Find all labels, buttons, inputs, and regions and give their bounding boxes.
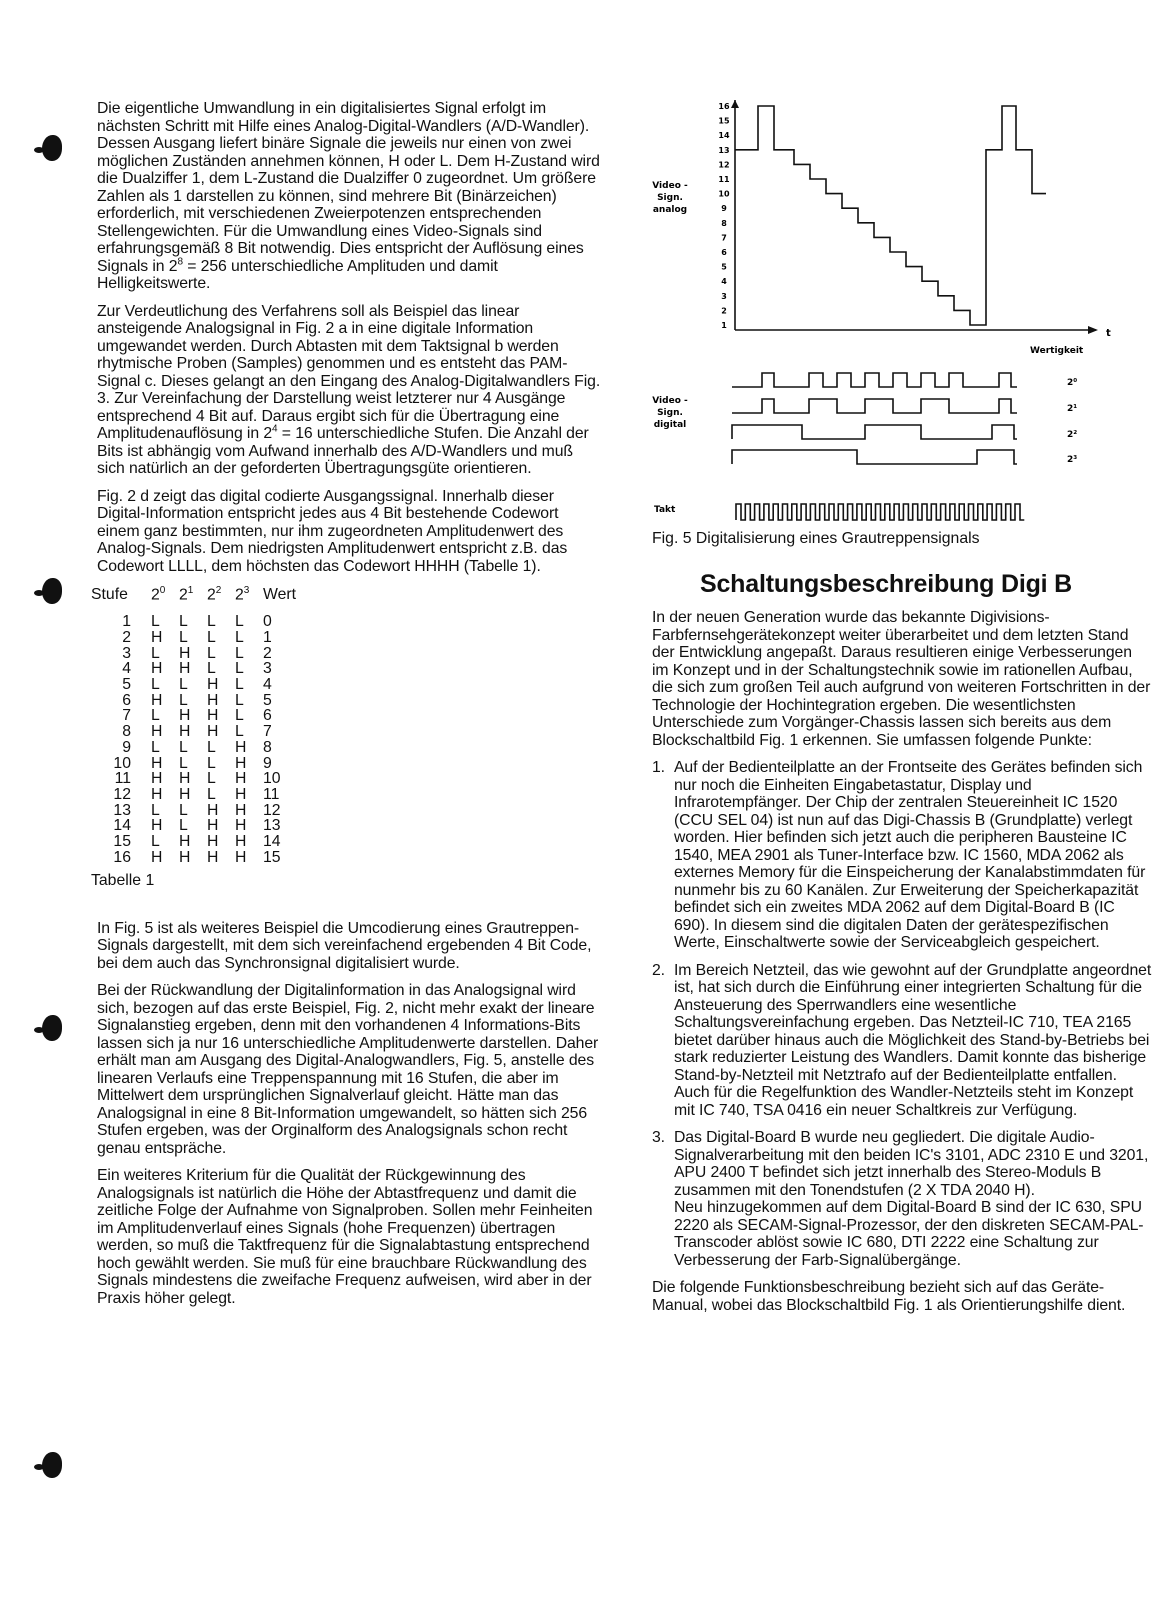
feature-list [652, 759, 1152, 1269]
cell-bit: L [151, 738, 160, 756]
cell-bit: L [151, 801, 160, 819]
y-tick-label: 16 [718, 102, 730, 111]
table-row [91, 708, 296, 724]
cell-bit: L [207, 770, 216, 788]
clock-waveform [736, 504, 1024, 520]
col-header-stufe: Stufe [91, 585, 128, 603]
y-tick-label: 8 [721, 218, 727, 228]
digital-signal-label [652, 396, 688, 430]
cell-stufe: 16 [113, 848, 131, 866]
cell-bit: L [207, 738, 216, 756]
cell-stufe: 9 [122, 738, 131, 756]
y-tick-label: 15 [718, 116, 730, 126]
bit-label: 2¹ [1067, 404, 1078, 414]
cell-stufe: 4 [122, 660, 131, 678]
cell-wert: 12 [263, 801, 281, 819]
table-row [91, 677, 296, 693]
cell-stufe: 11 [114, 770, 131, 788]
cell-stufe: 1 [122, 613, 131, 631]
cell-wert: 0 [263, 613, 272, 631]
cell-bit: H [151, 691, 163, 709]
cell-bit: L [207, 628, 216, 646]
cell-stufe: 7 [122, 707, 131, 725]
analog-signal-label [652, 181, 688, 215]
y-tick-label: 3 [721, 291, 727, 301]
digital-label-line: Video - [652, 396, 688, 406]
bit-label: 2⁰ [1067, 378, 1078, 388]
table-row [91, 630, 296, 646]
cell-bit: H [235, 833, 247, 851]
y-tick-label: 13 [718, 145, 730, 155]
cell-bit: H [207, 723, 219, 741]
cell-bit: L [179, 676, 188, 694]
left-column [91, 100, 604, 1317]
table-row [91, 834, 296, 850]
cell-bit: L [151, 613, 160, 631]
cell-bit: H [151, 817, 163, 835]
paragraph-sampling-frequency: Ein weiteres Kriterium für die Qualität der Rückgewinnung des Analogsignals ist natürlich die Höhe der Abtastfrequenz und damit die zeitliche Folge der Aufnahme von Signalproben. Sollen mehr Feinheiten im Amplitudenverlauf eines Signals (hohe Frequenzen) übertragen werden, so muß die Taktfrequenz für die Signalabtastung entsprechend hoch gewählt werden. Sie muß für eine brauchbare Rückwandlung des Signals mindestens die zweifache Frequenz aufweisen, wird aber in der Praxis höher gelegt. [97, 1167, 593, 1307]
y-tick-label: 7 [721, 233, 727, 243]
cell-bit: H [179, 786, 191, 803]
table-row [91, 724, 296, 740]
cell-bit: H [235, 754, 247, 772]
t-axis-label: t [1106, 328, 1111, 339]
cell-wert: 9 [263, 754, 272, 772]
cell-bit: L [179, 801, 188, 819]
cell-wert: 7 [263, 723, 272, 741]
cell-stufe: 6 [122, 691, 131, 709]
paragraph-fig5-intro: In Fig. 5 ist als weiteres Beispiel die Umcodierung eines Grautreppen-Signals dargestellt, mit dem sich vereinfachend ergebenden 4 Bit Code, bei dem auch das Synchronsignal digitalisiert wurde. [97, 919, 592, 972]
cell-stufe: 2 [122, 628, 131, 646]
cell-bit: L [179, 738, 188, 756]
cell-wert: 3 [263, 660, 272, 678]
paragraph-outro: Die folgende Funktionsbeschreibung bezieht sich auf das Geräte-Manual, wobei das Blockschaltbild Fig. 1 als Orientierungshilfe dient. [652, 1279, 1126, 1314]
y-tick-label: 9 [721, 204, 727, 214]
cell-bit: H [179, 644, 191, 662]
cell-bit: H [179, 770, 191, 788]
digital-label-line: Sign. [657, 408, 683, 418]
cell-bit: H [235, 770, 247, 788]
col-header-bit1: $2^1$ [179, 585, 194, 604]
cell-wert: 15 [263, 848, 281, 866]
cell-stufe: 8 [122, 723, 131, 741]
section-title: Schaltungsbeschreibung Digi B [700, 570, 1073, 598]
cell-bit: H [179, 848, 191, 866]
col-header-bit0: $2^0$ [151, 585, 166, 604]
col-header-wert: Wert [263, 585, 297, 603]
cell-bit: H [207, 691, 219, 709]
cell-bit: L [151, 676, 160, 694]
cell-wert: 4 [263, 676, 272, 694]
punch-hole-4 [42, 1452, 62, 1478]
cell-bit: H [207, 817, 219, 835]
cell-bit: L [235, 723, 244, 741]
code-table [91, 585, 296, 866]
table-row [91, 771, 296, 787]
analog-signal-line [735, 106, 1046, 325]
cell-bit: H [207, 848, 219, 866]
analog-label-line: Video - [652, 181, 688, 191]
clock-signal [654, 504, 1024, 520]
table-row [91, 740, 296, 756]
takt-label: Takt [654, 505, 676, 515]
paragraph-reconversion: Bei der Rückwandlung der Digitalinformation in das Analogsignal wird sich, bezogen auf das erste Beispiel, Fig. 2, nicht mehr exakt der lineare Signalanstieg ergeben, denn mit den vorhandenen 4 Informations-Bits lassen sich ja nur 16 unterschiedliche Amplitudenwerte darstellen. Daher erhält man am Ausgang des Digital-Analogwandlers, Fig. 5, anstelle des linearen Verlaufs eine Treppenspannung mit 16 Stufen, die aber im Mittelwert dem ursprünglichen Signalverlauf gleicht. Hätte man das Analogsignal in eine 8 Bit-Information umgewandelt, so hätten sich 256 Stufen ergeben, was der Orginalform des Analogsignals schon recht genau entspräche. [97, 982, 599, 1157]
cell-bit: L [207, 754, 216, 772]
cell-bit: H [151, 628, 163, 646]
cell-bit: H [235, 801, 247, 819]
cell-wert: 1 [263, 628, 272, 646]
cell-bit: L [151, 707, 160, 725]
cell-wert: 11 [263, 786, 280, 803]
cell-bit: L [235, 613, 244, 631]
cell-stufe: 5 [122, 676, 131, 694]
right-column [652, 100, 1152, 1324]
cell-wert: 6 [263, 707, 272, 725]
cell-bit: H [235, 817, 247, 835]
cell-bit: H [179, 660, 191, 678]
analog-staircase-signal [735, 106, 1046, 325]
cell-wert: 2 [263, 644, 272, 662]
y-tick-label: 5 [721, 262, 727, 272]
cell-bit: L [179, 613, 188, 631]
wertigkeit-label: Wertigkeit [1030, 346, 1084, 356]
y-tick-label: 4 [721, 277, 727, 287]
cell-wert: 14 [263, 833, 281, 851]
paragraph-example: Zur Verdeutlichung des Verfahrens soll als Beispiel das linear ansteigende Analogsignal in Fig. 2 a in eine digitale Information umgewandet werden. Durch Abtasten mit dem Taktsignal b werden rhytmische Proben (Samples) genommen und es entsteht das PAM-Signal c. Dieses gelangt an den Eingang des Analog-Digitalwandlers Fig. 3. Zur Vereinfachung der Darstellung weist letzterer nur 4 Ausgänge entsprechend 4 Bit auf. Daraus ergibt sich für die Übertragung eine Amplitudenauflösung in $2^4 = 16$ unterschiedliche Stufen. Die Anzahl der Bits ist abhängig vom Aufwand innerhalb des A/D-Wandlers und muß sich natürlich an der geforderten Übertragungsgüte orientieren. [97, 302, 601, 477]
cell-bit: L [207, 644, 216, 662]
cell-wert: 5 [263, 691, 272, 709]
figure-5-diagram [652, 100, 1142, 530]
y-tick-label: 11 [718, 175, 730, 184]
table-row [91, 646, 296, 662]
cell-stufe: 14 [113, 817, 131, 835]
cell-bit: L [179, 817, 188, 835]
table-row [91, 693, 296, 709]
digital-bit-waveforms [732, 373, 1077, 465]
col-header-bit2: $2^2$ [207, 585, 222, 604]
cell-stufe: 13 [113, 801, 131, 819]
cell-bit: L [235, 676, 244, 694]
cell-bit: L [207, 786, 216, 803]
cell-stufe: 3 [122, 644, 131, 662]
table-row [91, 756, 296, 772]
cell-bit: L [151, 644, 160, 662]
bit-waveform [732, 373, 1017, 387]
cell-bit: H [151, 786, 163, 803]
punch-hole-3 [42, 1015, 62, 1041]
cell-bit: H [207, 801, 219, 819]
paragraph-ad-conversion: Die eigentliche Umwandlung in ein digitalisiertes Signal erfolgt im nächsten Schritt mit Hilfe eines Analog-Digital-Wandlers (A/D-Wandler). Dessen Ausgang liefert binäre Signale die jeweils nur einen von zwei möglichen Zuständen annehmen können, H oder L. Dem H-Zustand wird die Dualziffer 1, dem L-Zustand die Dualziffer 0 zugeordnet. Um größere Zahlen als 1 darstellen zu können, sind mehrere Bit (Binärzeichen) erforderlich, mit verschiedenen Zweierpotenzen entsprechenden Stellengewichten. Für die Umwandlung eines Video-Signals sind erfahrungsgemäß 8 Bit notwendig. Dies entspricht der Auflösung eines Signals in $2^8 = 256$ unterschiedliche Amplituden und damit Helligkeitswerte. [97, 100, 600, 292]
table-row [91, 614, 296, 630]
cell-bit: H [151, 754, 163, 772]
cell-bit: L [179, 691, 188, 709]
bit-waveform [732, 399, 1017, 413]
cell-bit: L [235, 644, 244, 662]
list-item: 3. Das Digital-Board B wurde neu gegliedert. Die digitale Audio-Signalverarbeitung mit den beiden IC's 3101, ADC 2310 E und 3201, APU 2400 T befindet sich jetzt innerhalb des Stereo-Moduls B zusammen mit den Tonendstufen (2 X TDA 2040 H). Neu hinzugekommen auf dem Digital-Board B sind der IC 630, SPU 2220 als SECAM-Signal-Prozessor, der den diskreten SECAM-PAL-Transcoder ablöst sowie IC 680, DTI 2222 eine Schaltung zur Verbesserung der Farb-Signalübergänge. [652, 1129, 1149, 1269]
y-tick-label: 6 [721, 248, 727, 257]
cell-bit: H [207, 676, 219, 694]
bit-label: 2² [1067, 430, 1078, 440]
cell-bit: H [151, 770, 163, 788]
table-row [91, 661, 296, 677]
cell-bit: H [235, 786, 247, 803]
cell-bit: L [235, 660, 244, 678]
list-item: 1. Auf der Bedienteilplatte an der Frontseite des Gerätes befinden sich nur noch die Einheiten Eingabetastatur, Display und Infrarotempfänger. Der Chip der zentralen Steuereinheit IC 1520 (CCU SEL 04) ist nun auf das Digi-Chassis B (Grundplatte) verlegt worden. Hier befinden sich jetzt auch die peripheren Bausteine IC 1540, MEA 2901 als Tuner-Interface bzw. IC 1560, MDA 2062 als externes Memory für die Einspeicherung der Kanalabstimmdaten für nunmehr bis zu 60 Kanälen. Zur Erweiterung der Speicherkapazität befindet sich ein zweites MDA 2062 auf dem Digital-Board B (IC 690). In diesem sind die digitalen Daten der gerätespezifischen Werte, Einschaltwerte sowie der Serviceabgleich gespeichert. [652, 759, 1146, 951]
cell-bit: H [179, 833, 191, 851]
cell-bit: H [151, 723, 163, 741]
paragraph-digital-output: Fig. 2 d zeigt das digital codierte Ausgangssignal. Innerhalb dieser Digital-Information entspricht jedes aus 4 Bit bestehende Codewort einem ganz bestimmten, nur ihm zugeordneten Amplitudenwert des Analog-Signals. Dem niedrigsten Amplitudenwert entspricht z.B. das Codewort LLLL, dem höchsten das Codewort HHHH (Tabelle 1). [97, 487, 568, 575]
col-header-bit3: $2^3$ [235, 585, 250, 604]
cell-stufe: 10 [113, 754, 131, 772]
cell-bit: H [151, 848, 163, 866]
cell-bit: H [151, 660, 163, 678]
cell-bit: H [207, 833, 219, 851]
analog-label-line: analog [652, 205, 688, 215]
y-tick-label: 2 [721, 306, 727, 316]
bit-waveform [732, 450, 1017, 464]
y-tick-label: 1 [721, 321, 727, 330]
bit-waveform [732, 425, 1017, 439]
cell-wert: 10 [263, 770, 281, 788]
y-axis-ticks [718, 100, 1111, 356]
cell-bit: H [207, 707, 219, 725]
cell-bit: H [179, 707, 191, 725]
cell-bit: H [235, 738, 247, 756]
cell-wert: 13 [263, 817, 281, 835]
cell-bit: L [207, 613, 216, 631]
x-axis-arrow [1088, 326, 1098, 334]
y-tick-label: 14 [718, 131, 730, 141]
code-table-header [91, 585, 296, 614]
figure-5 [652, 100, 1142, 530]
analog-label-line: Sign. [657, 193, 683, 203]
bit-label: 2³ [1067, 455, 1078, 465]
cell-bit: L [235, 628, 244, 646]
cell-bit: L [179, 754, 188, 772]
figure-caption: Fig. 5 Digitalisierung eines Grautreppensignals [652, 530, 980, 547]
cell-wert: 8 [263, 738, 272, 756]
cell-stufe: 12 [113, 786, 131, 803]
y-tick-label: 10 [718, 189, 730, 199]
table-row [91, 803, 296, 819]
cell-bit: L [151, 833, 160, 851]
cell-bit: L [235, 707, 244, 725]
cell-bit: H [179, 723, 191, 741]
cell-stufe: 15 [113, 833, 131, 851]
table-caption: Tabelle 1 [91, 871, 155, 889]
cell-bit: H [235, 848, 247, 866]
code-table-body [91, 614, 296, 865]
y-axis-arrow [731, 100, 739, 108]
table-row [91, 787, 296, 803]
paragraph-intro: In der neuen Generation wurde das bekannte Digivisions-Farbfernsehgerätekonzept weiter überarbeitet und dem letzten Stand der Entwicklung angepaßt. Daraus resultieren einige Verbesserungen im Konzept und in der Schaltungstechnik sowie im rationellen Aufbau, die sich zum großen Teil auch aufgrund von weiteren Fortschritten in der Technologie der Hochintegration ergeben. Die wesentlichsten Unterschiede zum Vorgänger-Chassis lassen sich bereits aus dem Blockschaltbild Fig. 1 erkennen. Sie umfassen folgende Punkte: [652, 609, 1151, 749]
table-row [91, 818, 296, 834]
punch-hole-1 [42, 135, 62, 161]
cell-bit: L [207, 660, 216, 678]
y-tick-label: 12 [718, 160, 730, 170]
digital-label-line: digital [653, 420, 687, 430]
punch-hole-2 [42, 578, 62, 604]
list-item: 2. Im Bereich Netzteil, das wie gewohnt auf der Grundplatte angeordnet ist, hat sich durch die Einführung einer integrierten Schaltung für die Ansteuerung des Sperrwandlers eine wesentliche Schaltungsvereinfachung ergeben. Das Netzteil-IC 710, TEA 2165 bietet darüber hinaus auch die Möglichkeit des Stand-by-Betriebs bei stark reduzierter Leistung des Wandlers. Damit konnte das bisherige Stand-by-Netzteil mit Netztrafo auf der Bedienteilplatte entfallen. Auch für die Regelfunktion des Wandler-Netzteils steht im Konzept mit IC 740, TSA 0416 ein neuer Schaltkreis zur Verfügung. [652, 961, 1152, 1119]
table-row [91, 850, 296, 866]
cell-bit: L [179, 628, 188, 646]
cell-bit: L [235, 691, 244, 709]
